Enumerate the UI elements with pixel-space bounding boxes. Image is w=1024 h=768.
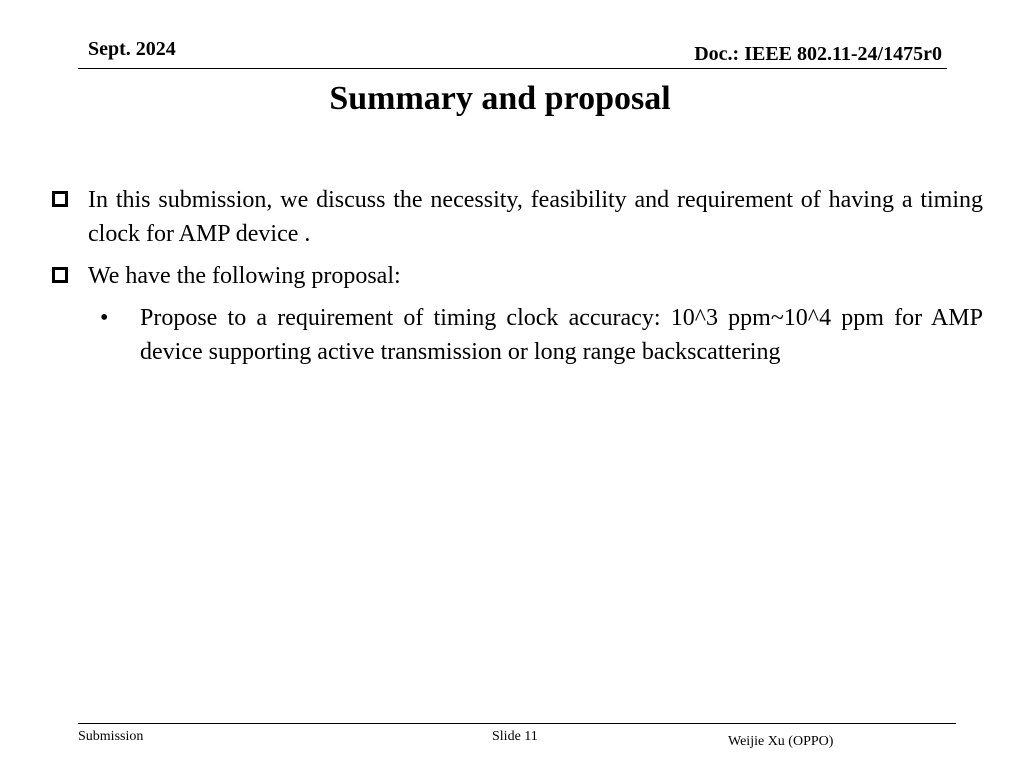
slide-title: Summary and proposal	[329, 80, 671, 117]
header-doc-id: Doc.: IEEE 802.11-24/1475r0	[694, 43, 942, 65]
slide-body	[50, 183, 983, 369]
footer-divider	[78, 723, 956, 724]
bullet-text: We have the following proposal:	[88, 263, 401, 289]
bullet-text: In this submission, we discuss the necessity, feasibility and requirement of having a timing clock for AMP device .	[88, 187, 983, 247]
header-date: Sept. 2024	[88, 38, 176, 60]
square-bullet-icon	[52, 191, 68, 207]
header-divider	[78, 68, 947, 69]
footer-author: Weijie Xu (OPPO)	[728, 734, 834, 749]
bullet-item	[50, 259, 983, 293]
dot-bullet-icon: •	[100, 305, 109, 331]
sub-bullet-item	[50, 301, 983, 369]
sub-bullet-text: Propose to a requirement of timing clock accuracy: 10^3 ppm~10^4 ppm for AMP device supporting active transmission or long range backscattering	[140, 305, 983, 365]
square-bullet-icon	[52, 267, 68, 283]
bullet-item	[50, 183, 983, 251]
footer-submission: Submission	[78, 729, 144, 744]
footer-slide-number: Slide 11	[492, 729, 538, 744]
